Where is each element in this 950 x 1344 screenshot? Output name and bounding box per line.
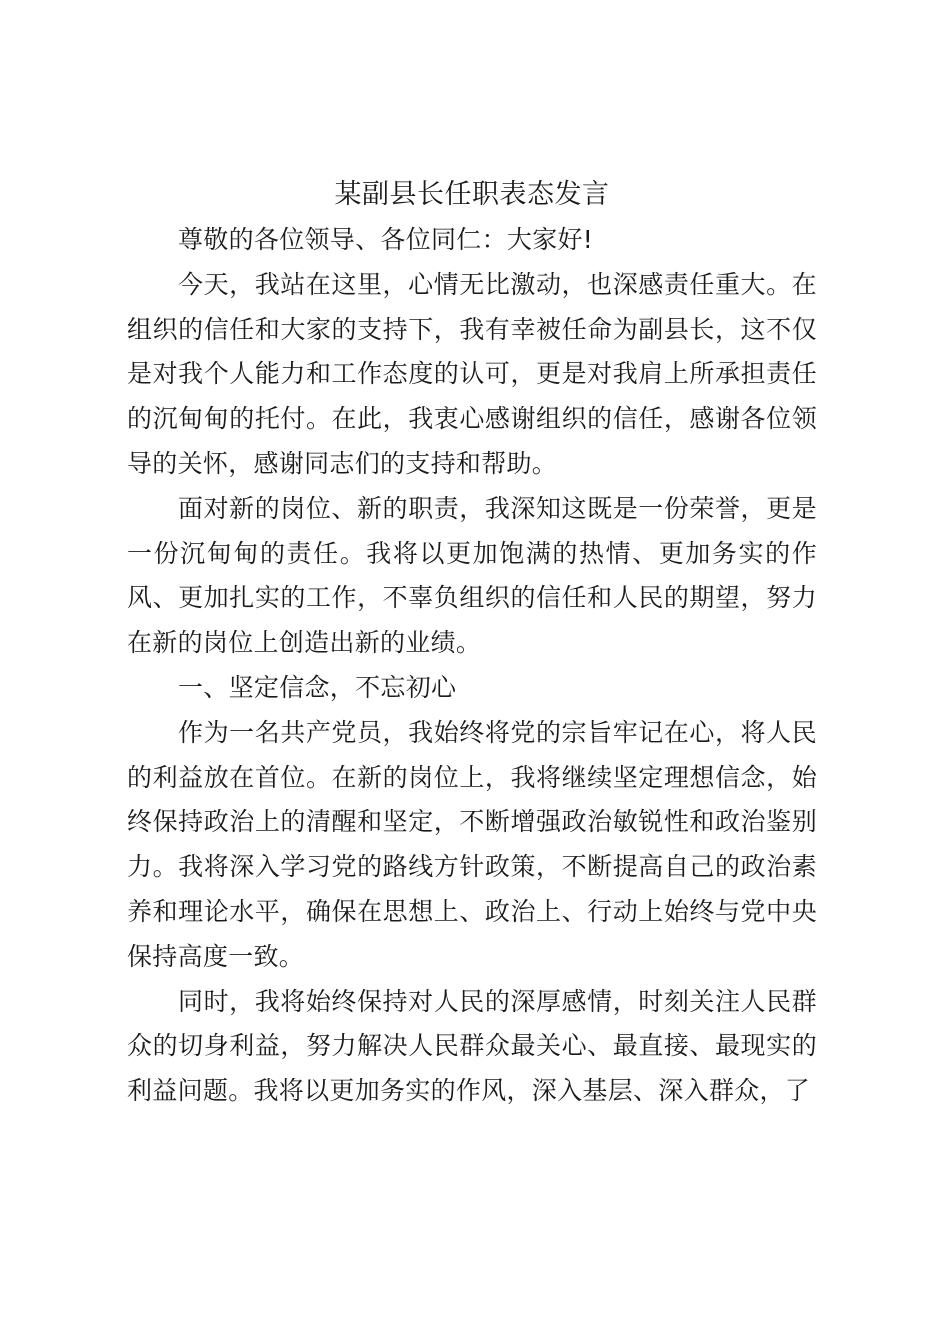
greeting-paragraph: 尊敬的各位领导、各位同仁：大家好!: [178, 225, 594, 254]
section-heading-1: 一、坚定信念，不忘初心: [178, 672, 457, 702]
paragraph-people: 同时，我将始终保持对人民的深厚感情，时刻关注人民群众的切身利益，努力解决人民群众最关心、最直接、最现实的利益问题。我将以更加务实的作风，深入基层、深入群众，了: [127, 986, 817, 1106]
document-body: [127, 172, 817, 1114]
paragraph-party-member: 作为一名共产党员，我始终将党的宗旨牢记在心，将人民的利益放在首位。在新的岗位上，我将继续坚定理想信念，始终保持政治上的清醒和坚定，不断增强政治敏锐性和政治鉴别力。我将深入学习党的路线方针政策，不断提高自己的政治素养和理论水平，确保在思想上、政治上、行动上始终与党中央保持高度一致。: [127, 717, 817, 971]
paragraph-opening: 今天，我站在这里，心情无比激动，也深感责任重大。在组织的信任和大家的支持下，我有幸被任命为副县长，这不仅是对我个人能力和工作态度的认可，更是对我肩上所承担责任的沉甸甸的托付。在此，我衷心感谢组织的信任，感谢各位领导的关怀，感谢同志们的支持和帮助。: [127, 269, 817, 478]
paragraph-commitment: 面对新的岗位、新的职责，我深知这既是一份荣誉，更是一份沉甸甸的责任。我将以更加饱满的热情、更加务实的作风、更加扎实的工作，不辜负组织的信任和人民的期望，努力在新的岗位上创造出新的业绩。: [127, 493, 817, 658]
document-title: 某副县长任职表态发言: [334, 179, 610, 210]
